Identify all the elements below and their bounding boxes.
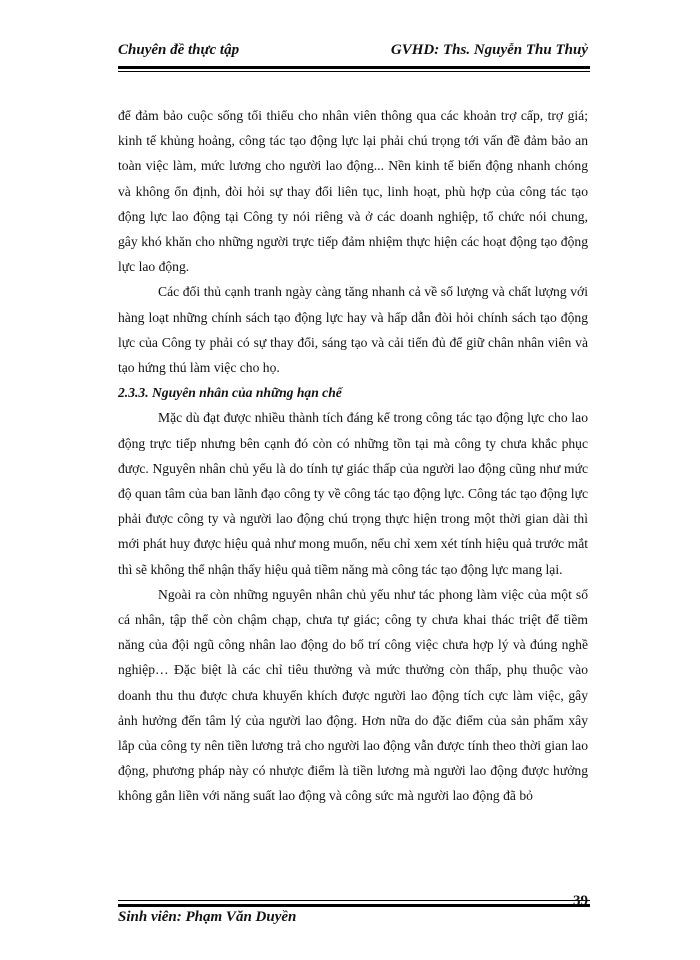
page-footer: [118, 893, 588, 929]
paragraph-2: Các đối thủ cạnh tranh ngày càng tăng nhanh cả về số lượng và chất lượng với hàng loạt những chính sách tạo động lực hay và hấp dẫn đòi hỏi chính sách tạo động lực của Công ty phải có sự thay đổi, sáng tạo và cải tiến đủ để giữ chân nhân viên và tạo hứng thú làm việc cho họ.: [118, 284, 588, 376]
page-header: [118, 40, 588, 64]
footer-student: Sinh viên: Phạm Văn Duyền: [118, 909, 297, 925]
paragraph-1: để đảm bảo cuộc sống tối thiểu cho nhân viên thông qua các khoản trợ cấp, trợ giá; kinh tế khủng hoảng, công tác tạo động lực lại phải chú trọng tới vấn đề đảm bảo an toàn việc làm, mức lương cho người lao động... Nền kinh tế biến động nhanh chóng và không ổn định, đòi hỏi sự thay đổi liên tục, linh hoạt, phù hợp của công tác tạo động lực lao động tại Công ty nói riêng và ở các doanh nghiệp, tổ chức nói chung, gây khó khăn cho những người trực tiếp đảm nhiệm thực hiện các hoạt động tạo động lực lao động.: [118, 108, 588, 275]
header-title: Chuyên đề thực tập: [118, 42, 240, 58]
footer-rule-thin: [118, 900, 590, 901]
paragraph-3: Mặc dù đạt được nhiều thành tích đáng kể trong công tác tạo động lực cho lao động trực tiếp nhưng bên cạnh đó còn có những tồn tại mà công ty chưa khắc phục được. Nguyên nhân chủ yếu là do tính tự giác thấp của người lao động cũng như mức độ quan tâm của ban lãnh đạo công ty về công tác tạo động lực. Công tác tạo động lực phải được công ty và người lao động chú trọng thực hiện trong một thời gian dài thì mới phát huy được hiệu quả như mong muốn, nếu chỉ xem xét tính hiệu quả trước mắt thì sẽ không thể nhận thấy hiệu quả tiềm năng mà công tác tạo động lực mang lại.: [118, 410, 588, 577]
section-heading: 2.3.3. Nguyên nhân của những hạn chế: [118, 385, 342, 401]
header-rule-thin: [118, 71, 590, 72]
paragraph-4: Ngoài ra còn những nguyên nhân chủ yếu như tác phong làm việc của một số cá nhân, tập thể còn chậm chạp, chưa tự giác; công ty chưa khai thác triệt để tiềm năng của đội ngũ công nhân lao động do bố trí công việc chưa hợp lý và đúng nghề nghiệp… Đặc biệt là các chỉ tiêu thưởng và mức thưởng còn thấp, phụ thuộc vào doanh thu thu được chưa khuyến khích được người lao động tích cực làm việc, gây ảnh hưởng đến tâm lý của người lao động. Hơn nữa do đặc điểm của sản phẩm xây lắp của công ty nên tiền lương trả cho người lao động vẫn được tính theo thời gian lao động, phương pháp này có nhược điểm là tiền lương mà người lao động được hưởng không gắn liền với năng suất lao động và công sức mà người lao động đã bỏ: [118, 586, 588, 804]
page-number: 39: [573, 893, 588, 909]
document-body: [118, 103, 588, 809]
header-advisor: GVHD: Ths. Nguyễn Thu Thuỷ: [390, 42, 588, 58]
header-rule-thick: [118, 66, 590, 69]
